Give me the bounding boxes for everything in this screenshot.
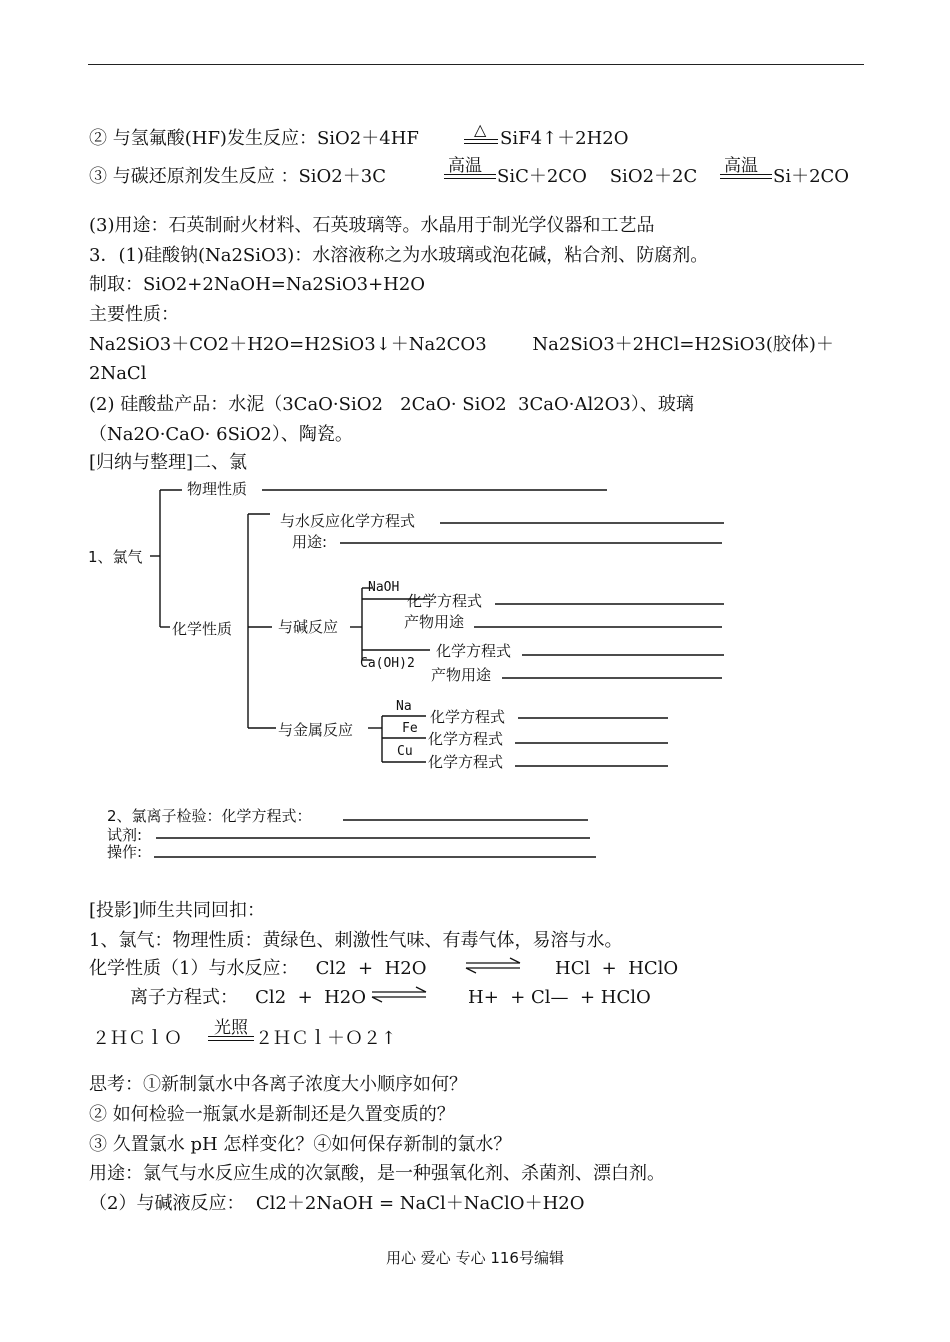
equals-bar [208, 1040, 254, 1041]
high-temp-condition: 高温 [448, 156, 482, 176]
diagram-reagent: 试剂: [107, 826, 143, 844]
high-temp-condition: 高温 [724, 156, 758, 176]
diagram-physical-properties: 物理性质 [187, 480, 248, 498]
text-hf-reaction-suffix: SiF4↑＋2H2O [500, 128, 629, 149]
diagram-cu-equation: 化学方程式 [428, 753, 504, 771]
diagram-caoh2-product-use: 产物用途 [431, 666, 492, 684]
diagram-na: Na [396, 699, 412, 714]
text-summary-heading: [归纳与整理]二、氯 [89, 452, 248, 473]
text-ionic-equation-right: H+ + Cl— + HClO [468, 987, 651, 1008]
text-hclo-decomposition-right: ２ＨＣｌ＋Ｏ２↑ [255, 1028, 397, 1049]
diagram-chemical-properties: 化学性质 [172, 620, 233, 638]
text-base-reaction: （2）与碱液反应： Cl2＋2NaOH = NaCl＋NaClO＋H2O [89, 1193, 585, 1214]
text-silicate-products: (2) 硅酸盐产品：水泥（3CaO·SiO2 2CaO· SiO2 3CaO·Al2O3）、玻璃 [89, 394, 694, 415]
text-preparation: 制取：SiO2+2NaOH=Na2SiO3+H2O [89, 274, 426, 295]
text-silicate-reactions: Na2SiO3＋CO2＋H2O=H2SiO3↓＋Na2CO3 Na2SiO3＋2HCl=H2SiO3(胶体)＋ [89, 334, 834, 355]
diagram-caoh2-equation: 化学方程式 [436, 642, 512, 660]
text-hf-reaction-prefix: ② 与氢氟酸(HF)发生反应：SiO2＋4HF [89, 128, 419, 149]
diagram-base-reaction: 与碱反应 [278, 618, 339, 636]
equals-bar [208, 1036, 254, 1037]
text-main-properties: 主要性质： [89, 304, 179, 325]
diagram-chloride-test: 2、氯离子检验：化学方程式： [107, 807, 312, 825]
diagram-naoh-product-use: 产物用途 [404, 613, 465, 631]
diagram-root-chlorine: 1、氯气 [88, 548, 143, 566]
text-silicate-products-cont: （Na2O·CaO· 6SiO2）、陶瓷。 [89, 424, 353, 445]
text-carbon-reaction-suffix: Si＋2CO [773, 166, 850, 187]
text-uses: (3)用途：石英制耐火材料、石英玻璃等。水晶用于制光学仪器和工艺品 [89, 215, 655, 236]
diagram-metal-reaction: 与金属反应 [278, 721, 354, 739]
text-think-3: ③ 久置氯水 pH 怎样变化？④如何保存新制的氯水？ [89, 1134, 512, 1155]
heat-condition: △ [474, 120, 487, 139]
diagram-na-equation: 化学方程式 [430, 708, 506, 726]
text-think-2: ② 如何检验一瓶氯水是新制还是久置变质的？ [89, 1104, 455, 1125]
diagram-operation: 操作: [107, 843, 143, 861]
diagram-cu: Cu [397, 744, 413, 759]
text-hclo-decomposition-left: ２ＨＣｌＯ [92, 1028, 182, 1049]
diagram-naoh-equation: 化学方程式 [407, 592, 483, 610]
light-condition: 光照 [214, 1018, 248, 1038]
text-sodium-silicate: 3．(1)硅酸钠(Na2SiO3)：水溶液称之为水玻璃或泡花碱，粘合剂、防腐剂。 [89, 245, 709, 266]
text-projection-heading: [投影]师生共同回扣： [89, 900, 266, 921]
text-silicate-reactions-cont: 2NaCl [89, 363, 147, 384]
diagram-caoh2: Ca(OH)2 [360, 656, 415, 671]
text-carbon-reaction-prefix: ③ 与碳还原剂发生反应 ：SiO2＋3C [89, 166, 386, 187]
text-chlorine-physical: 1、氯气：物理性质：黄绿色、刺激性气味、有毒气体，易溶与水。 [89, 930, 623, 951]
diagram-naoh: NaOH [368, 580, 400, 595]
diagram-fe-equation: 化学方程式 [428, 730, 504, 748]
diagram-use: 用途: [292, 533, 328, 551]
text-think-1: 思考：①新制氯水中各离子浓度大小顺序如何？ [89, 1074, 467, 1095]
text-ionic-equation-left: 离子方程式： Cl2 + H2O [130, 987, 367, 1008]
diagram-water-reaction: 与水反应化学方程式 [280, 512, 416, 530]
diagram-fe: Fe [402, 721, 418, 736]
text-use-hclo: 用途：氯气与水反应生成的次氯酸，是一种强氧化剂、杀菌剂、漂白剂。 [89, 1163, 665, 1184]
text-carbon-reaction-mid: SiC＋2CO SiO2＋2C [497, 166, 698, 187]
text-water-reaction-right: HCl + HClO [555, 958, 679, 979]
text-water-reaction-left: 化学性质（1）与水反应： Cl2 + H2O [89, 958, 427, 979]
page-footer: 用心 爱心 专心 116号编辑 [386, 1249, 564, 1267]
